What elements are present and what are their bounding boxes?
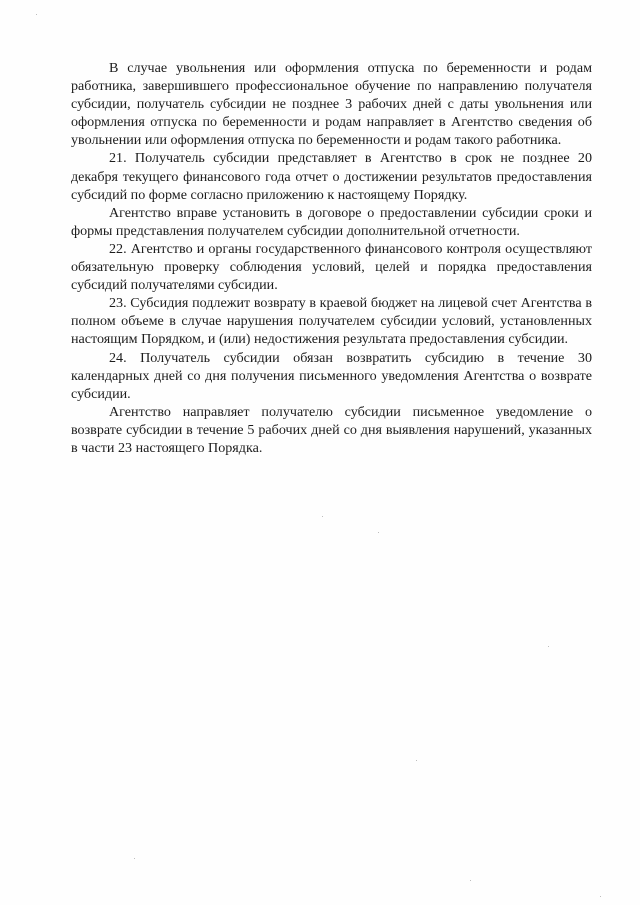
paragraph-24-return-deadline: 24. Получатель субсидии обязан возвратить субсидию в течение 30 календарных дней со дня получения письменного уведомления Агентства о возврате субсидии. [71,349,592,402]
paragraph-refund-notification: Агентство направляет получателю субсидии письменное уведомление о возврате субсидии в течение 5 рабочих дней со дня выявления нарушений, указанных в части 23 настоящего Порядка. [71,403,592,456]
scan-speck [36,14,37,15]
scan-speck [416,760,417,761]
scan-speck [134,858,135,859]
paragraph-23-refund: 23. Субсидия подлежит возврату в краевой бюджет на лицевой счет Агентства в полном объеме в случае нарушения получателем субсидии условий, установленных настоящим Порядком, и (или) недостижения результата предоставления субсидии. [71,295,592,348]
paragraph-21-report: 21. Получатель субсидии представляет в Агентство в срок не позднее 20 декабря текущего финансового года отчет о достижении результатов предоставления субсидий по форме согласно приложению к настоящему Порядку. [71,150,592,203]
paragraph-dismissal-notice: В случае увольнения или оформления отпуска по беременности и родам работника, завершившего профессиональное обучение по направлению получателя субсидии, получатель субсидии не позднее 3 рабочих дней с даты увольнения или оформления отпуска по беременности и родам направляет в Агентство сведения об увольнении или оформления отпуска по беременности и родам такого работника. [71,60,592,149]
scan-speck [470,880,471,881]
scan-speck [600,896,601,897]
scan-speck [378,532,379,533]
paragraph-additional-reporting: Агентство вправе установить в договоре о предоставлении субсидии сроки и формы представления получателем субсидии дополнительной отчетности. [71,204,592,239]
scan-speck [548,646,549,647]
document-body [71,59,592,457]
paragraph-22-control: 22. Агентство и органы государственного финансового контроля осуществляют обязательную проверку соблюдения условий, целей и порядка предоставления субсидий получателями субсидии. [71,240,592,294]
scan-speck [322,516,323,517]
